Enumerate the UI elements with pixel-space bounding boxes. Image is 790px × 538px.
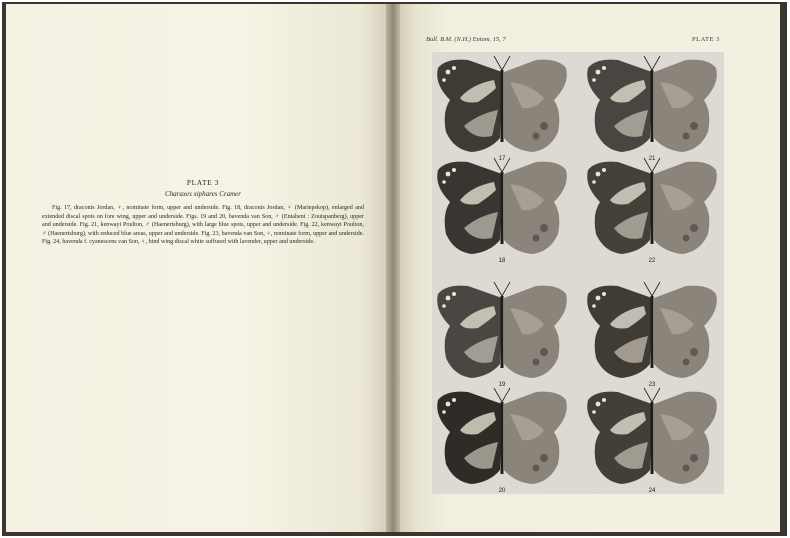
butterfly-figure: [582, 280, 722, 390]
figure-number: 23: [648, 382, 656, 388]
butterfly-image: [582, 386, 722, 496]
butterfly-image: [432, 156, 572, 266]
butterfly-figure: [582, 386, 722, 496]
butterfly-image: [582, 54, 722, 164]
figure-number: 17: [498, 156, 506, 162]
figure-number: 24: [648, 488, 656, 494]
caption-title: PLATE 3: [186, 178, 220, 187]
butterfly-figure: [432, 280, 572, 390]
butterfly-figure: [432, 156, 572, 266]
figure-number: 18: [498, 258, 506, 264]
figure-number: 19: [498, 382, 506, 388]
figure-number: 20: [498, 488, 506, 494]
running-head-plate: PLATE 3: [692, 36, 720, 43]
butterfly-image: [582, 156, 722, 266]
caption-text: Fig. 17, draconis Jordan, ♀, nominate form, upper and underside. Fig. 18, draconis Jordan, ♀ (Mariepskop), enlarged and extended discal spots on fore wing, upper and underside. Figs. 19 and 20, bavenda van Son, ♂ (Entabeni : Zoutspanberg), upper and underside. Fig. 21, kenwayi Poulton, ♂ (Haenertsburg), with large blue spots, upper and underside. Fig. 22, kenwayi Poulton, ♂ (Haenertsburg), with reduced blue areas, upper and underside. Fig. 23, bavenda van Son, ♀, nominate form, upper and underside. Fig. 24, bavenda f. cyanescens van Son, ♀, hind wing discal white suffused with lavender, upper and underside.: [42, 205, 364, 246]
butterfly-figure: [582, 156, 722, 266]
butterfly-figure: [432, 386, 572, 496]
running-head-journal: Bull. B.M. (N.H.) Entom. 15, 7: [426, 36, 506, 43]
butterfly-image: [432, 54, 572, 164]
left-page: [6, 4, 392, 532]
book-gutter: [386, 4, 400, 532]
figure-number: 22: [648, 258, 656, 264]
butterfly-figure: [432, 54, 572, 164]
butterfly-image: [432, 386, 572, 496]
butterfly-image: [582, 280, 722, 390]
plate-caption: [42, 178, 364, 247]
butterfly-figure: [582, 54, 722, 164]
figure-number: 21: [648, 156, 656, 162]
butterfly-image: [432, 280, 572, 390]
caption-subtitle: Charaxes xiphares Cramer: [165, 190, 241, 198]
